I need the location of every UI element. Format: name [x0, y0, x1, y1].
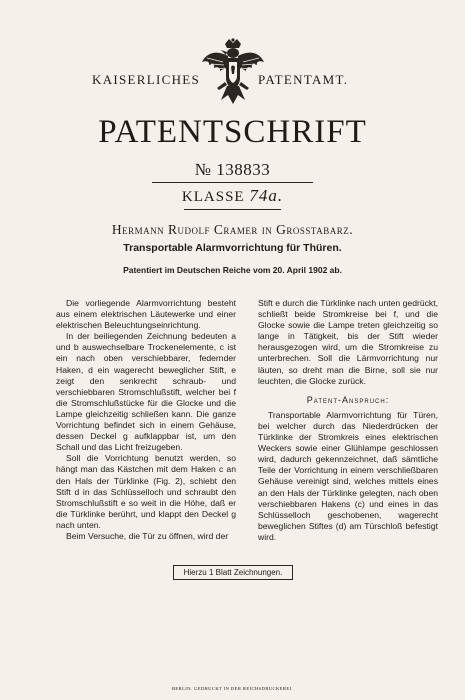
patent-number: № 138833: [194, 160, 271, 179]
header-left: KAISERLICHES: [92, 72, 201, 87]
divider-top: [152, 182, 313, 183]
paragraph-continuation: Stift e durch die Türklinke nach unten gedrückt, schließt beide Stromkreise bei f, und die Glocke sowie die Lampe treten gleichzeitig so lange in Tätigkeit, bis der Stift wieder herausgezogen wird, um die Stromkreise zu unterbrechen. Soll die Lärmvorrichtung nur läuten, so dreht man die Birne, soll sie nur leuchten, die Glocke zurück.: [258, 298, 438, 386]
class-label: KLASSE: [181, 189, 245, 205]
right-column: [258, 298, 438, 543]
class-suffix: a.: [268, 186, 284, 205]
paragraph-3: Soll die Vorrichtung benutzt werden, so hängt man das Kästchen mit dem Haken c an den Hals der Türklinke (Fig. 2), schiebt den Stift d in das Schlüsselloch und schraubt den Stromschlußstift e so weit in die Höhe, daß er die Türklinke berührt, und klappt den Deckel g nach unten.: [56, 453, 236, 530]
drawings-note: Hierzu 1 Blatt Zeichnungen.: [173, 565, 293, 580]
header-right: PATENTAMT.: [258, 72, 349, 87]
paragraph-1: Die vorliegende Alarmvorrichtung besteht aus einem elektrischen Läutewerke und einer elektrischen Beleuchtungseinrichtung.: [56, 298, 236, 331]
class-value: 74: [249, 186, 269, 205]
paragraph-2: In der beiliegenden Zeichnung bedeuten a und b auswechselbare Trockenelemente, c ist ein nach oben verschiebbarer, federnder Haken, d ein wagerecht beweglicher Stift, e zeigt den senkrecht schraub- und verschiebbaren Stromschlußstift, welcher bei f die Stromschlußstücke für die Glocke und die Lampe gleichzeitig schließen kann. Die ganze Vorrichtung befindet sich in einem Gehäuse, dessen Deckel g aufklappbar ist, um den Schall und das Licht freizugeben.: [56, 331, 236, 453]
paragraph-4: Beim Versuche, die Tür zu öffnen, wird der: [66, 530, 229, 541]
patent-date: Patentiert im Deutschen Reiche vom 20. April 1902 ab.: [123, 265, 342, 275]
patent-claim: Transportable Alarmvorrichtung für Türen, bei welcher durch das Niederdrücken der Türklinke der Stromkreis eines elektrischen Weckers sowie einer Glühlampe geschlossen wird, dadurch gekennzeichnet, daß sämtliche Teile der Vorrichtung in einem verschließbaren Gehäuse vereinigt sind, welches mittels eines an den Hals der Türklinke gelegten, nach oben verschiebbaren Hakens (c) und eines in das Schlüsselloch geschobenen, wagerecht beweglichen Stiftes (d) am Türschloß befestigt wird.: [258, 409, 438, 542]
left-column: [56, 298, 236, 542]
inventor-name: Hermann Rudolf Cramer in Grosstabarz.: [111, 222, 354, 237]
invention-title: Transportable Alarmvorrichtung für Thüren.: [123, 242, 342, 254]
imperial-eagle-icon: [201, 38, 265, 106]
patent-class: [0, 186, 465, 206]
document-title: PATENTSCHRIFT: [98, 114, 367, 150]
claim-heading: Patent-Anspruch:: [306, 394, 390, 405]
divider-bottom: [184, 209, 281, 210]
printer-imprint: BERLIN. GEDRUCKT IN DER REICHSDRUCKEREI.: [171, 686, 294, 691]
